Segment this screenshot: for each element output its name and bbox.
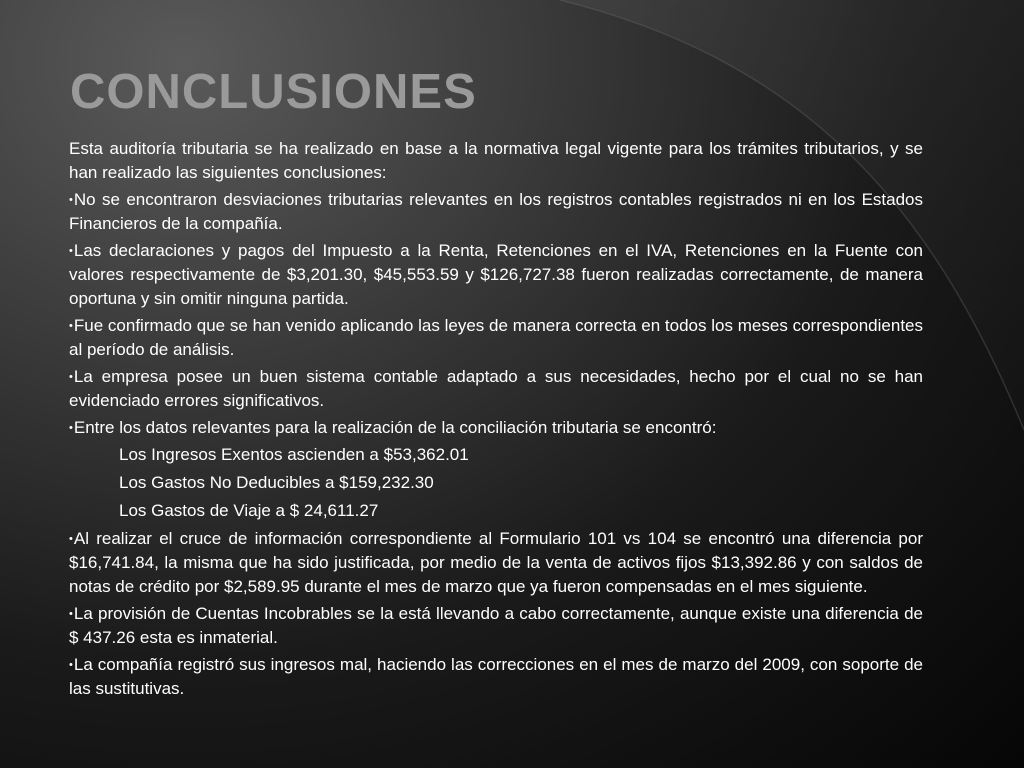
sub-item: Los Ingresos Exentos ascienden a $53,362.01 bbox=[119, 445, 469, 464]
bullet-item: • Entre los datos relevantes para la realización de la conciliación tributaria se encontró: bbox=[69, 416, 923, 440]
sub-item: Los Gastos No Deducibles a $159,232.30 bbox=[119, 473, 434, 492]
slide-title: CONCLUSIONES bbox=[70, 65, 477, 119]
bullet-item: • Fue confirmado que se han venido aplicando las leyes de manera correcta en todos los meses correspondientes al período de análisis. bbox=[69, 314, 923, 362]
bullet-item: • La empresa posee un buen sistema contable adaptado a sus necesidades, hecho por el cual no se han evidenciado errores significativos. bbox=[69, 365, 923, 413]
bullet-item: • Al realizar el cruce de información correspondiente al Formulario 101 vs 104 se encontró una diferencia por $16,741.84, la misma que ha sido justificada, por medio de la venta de activos fijos $13,392.86 y con saldos de notas de crédito por $2,589.95 durante el mes de marzo que ya fueron compensadas en el mes siguiente. bbox=[69, 527, 923, 599]
bullet-item: • La compañía registró sus ingresos mal, haciendo las correcciones en el mes de marzo del 2009, con soporte de las sustitutivas. bbox=[69, 653, 923, 701]
slide-body bbox=[69, 137, 923, 704]
intro-paragraph: Esta auditoría tributaria se ha realizado en base a la normativa legal vigente para los trámites tributarios, y se han realizado las siguientes conclusiones: bbox=[69, 139, 923, 182]
sub-item: Los Gastos de Viaje a $ 24,611.27 bbox=[119, 501, 379, 520]
bullet-item: • La provisión de Cuentas Incobrables se la está llevando a cabo correctamente, aunque existe una diferencia de $ 437.26 esta es inmaterial. bbox=[69, 602, 923, 650]
bullet-item: • Las declaraciones y pagos del Impuesto a la Renta, Retenciones en el IVA, Retenciones en la Fuente con valores respectivamente de $3,201.30, $45,553.59 y $126,727.38 fueron realizadas correctamente, de manera oportuna y sin omitir ninguna partida. bbox=[69, 239, 923, 311]
bullet-item: • No se encontraron desviaciones tributarias relevantes en los registros contables registrados ni en los Estados Financieros de la compañía. bbox=[69, 188, 923, 236]
